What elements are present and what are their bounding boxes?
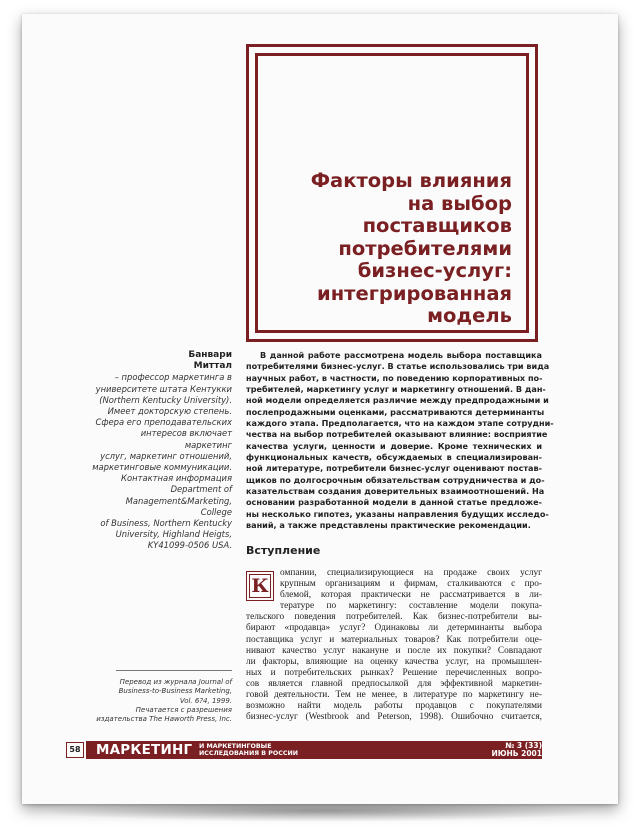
- article-title: [262, 170, 512, 328]
- abstract-line: В данной работе рассмотрена модель выбора поставщика: [260, 350, 542, 360]
- body-line: ли факторы, влияющие на оценку качества услуг, на промышлен-: [246, 656, 542, 667]
- abstract-line: чества на выбор потребителей оказывают влияние: восприятие: [246, 429, 548, 440]
- abstract-line: качества услуги, ценности и доверие. Кроме технических и: [246, 440, 542, 451]
- body-line: бизнес-услуг (Westbrook and Peterson, 1998). Ошибочно считается,: [246, 712, 542, 723]
- abstract-line: казательствам создания доверительных взаимоотношений. На: [246, 486, 545, 497]
- body-line: нивают качество услуг накануне и после их покупки? Совпадают: [246, 645, 542, 656]
- abstract-line: щиков по долгосрочным обязательствам сотрудничества и до-: [246, 474, 545, 485]
- body-line: поставщика услуг и материальных товаров? Как потребители оце-: [246, 634, 542, 645]
- author-name-line: Миттал: [193, 361, 232, 372]
- translation-note: [92, 678, 232, 724]
- abstract: [246, 350, 554, 532]
- note-divider: [116, 670, 232, 671]
- abstract-line: ны несколько гипотез, указаны направления будущих исследо-: [246, 508, 549, 519]
- body-line: омпании, специализирующиеся на продаже своих услуг: [280, 568, 542, 578]
- contact-line: Department of: [170, 484, 232, 495]
- abstract-line: ной модели определяется различие между предпродажными и: [246, 395, 549, 406]
- author-bio-line: университете штата Кентукки: [95, 383, 232, 394]
- abstract-line: ной литературе, потребители бизнес-услуг оценивают постав-: [246, 463, 542, 474]
- author-bio: [92, 372, 232, 551]
- issue-date: ИЮНЬ 2001: [491, 749, 542, 758]
- contact-line: KY41099-0506 USA.: [147, 540, 232, 551]
- body-text: [246, 568, 542, 723]
- author-bio-line: (Northern Kentucky University).: [99, 394, 232, 405]
- abstract-line: ваний, а также представлены практические рекомендации.: [246, 520, 531, 531]
- contact-line: of Business, Northern Kentucky: [100, 518, 232, 529]
- title-line: поставщиков: [362, 214, 512, 237]
- body-line: говой деятельности. Тем не менее, в литературе по маркетингу не-: [246, 690, 542, 701]
- contact-line: Контактная информация: [121, 473, 232, 484]
- title-line: Факторы влияния: [310, 169, 512, 192]
- author-bio-line: Сфера его преподавательских: [95, 417, 232, 428]
- author-name-line: Банвари: [188, 350, 232, 360]
- abstract-line: научных работ, в частности, по поведению корпоративных по-: [246, 372, 543, 383]
- page-number: 58: [66, 742, 84, 758]
- body-line: блемой, которая практически не рассматривается в ли-: [280, 590, 542, 601]
- author-bio-line: маркетинговые коммуникации.: [92, 462, 232, 473]
- author-name: [92, 350, 232, 372]
- body-line: ных и потребительских рынках? Решение перечисленных вопро-: [246, 667, 542, 678]
- note-line: Печатается с разрешения: [135, 705, 232, 714]
- title-frame-inner: [255, 53, 529, 333]
- note-line: Business-to-Business Marketing,: [118, 687, 232, 696]
- note-line: Vol. 6?4, 1999.: [179, 696, 232, 705]
- dropcap-letter: К: [249, 574, 271, 598]
- abstract-line: требителей, маркетингу услуг и маркетингу отношений. В дан-: [246, 384, 546, 395]
- body-line: сов является главной предпосылкой для эффективной маркетин-: [246, 678, 542, 689]
- body-line: тельского поведения потребителей. Как бизнес-потребители вы-: [246, 612, 542, 623]
- title-line: потребителями: [338, 236, 512, 260]
- journal-subtitle-2: ИССЛЕДОВАНИЯ В РОССИИ: [199, 750, 299, 757]
- body-line: тературе по маркетингу: составление модели покупа-: [280, 601, 542, 612]
- contact-line: University, Highland Heigts,: [115, 529, 232, 540]
- abstract-line: функциональных качеств, обсуждаемых в специализирован-: [246, 452, 542, 463]
- title-line: бизнес-услуг:: [357, 259, 512, 282]
- author-bio-line: – профессор маркетинга в: [114, 372, 232, 383]
- body-line: бирают «продавца» услуг? Одинаковы ли детерминанты выбора: [246, 623, 542, 634]
- body-line: крупным организациям и фирмам, сталкиваются с про-: [280, 579, 542, 590]
- author-bio-line: Имеет докторскую степень.: [107, 406, 232, 417]
- note-line: издательства The Haworth Press, Inc.: [96, 715, 232, 724]
- title-frame: [246, 44, 538, 342]
- abstract-line: каждого этапа. Предполагается, что на каждом этапе сотрудни-: [246, 418, 554, 429]
- title-line: на выбор: [407, 191, 512, 215]
- contact-line: Management&Marketing, College: [125, 495, 232, 517]
- title-line: интегрированная: [317, 281, 512, 305]
- abstract-line: потребителями бизнес-услуг. В статье использовались три вида: [246, 361, 550, 372]
- issue-number: № 3 (33): [505, 741, 542, 750]
- title-line: модель: [427, 304, 512, 327]
- author-block: [92, 350, 232, 552]
- note-line: Перевод из журнала Journal of: [119, 678, 232, 686]
- body-line: возможно найти модель работы продавцов с покупателями: [246, 701, 542, 712]
- abstract-line: послепродажными оценками, рассматриваются детерминанты: [246, 406, 545, 417]
- journal-brand: МАРКЕТИНГ: [96, 742, 193, 758]
- author-bio-line: услуг, маркетинг отношений,: [100, 450, 232, 461]
- author-bio-line: интересов включает маркетинг: [140, 428, 232, 450]
- section-title: Вступление: [246, 544, 321, 557]
- journal-subtitle-1: И МАРКЕТИНГОВЫЕ: [199, 743, 272, 750]
- abstract-line: основании разработанной модели в данной статье предложе-: [246, 497, 542, 508]
